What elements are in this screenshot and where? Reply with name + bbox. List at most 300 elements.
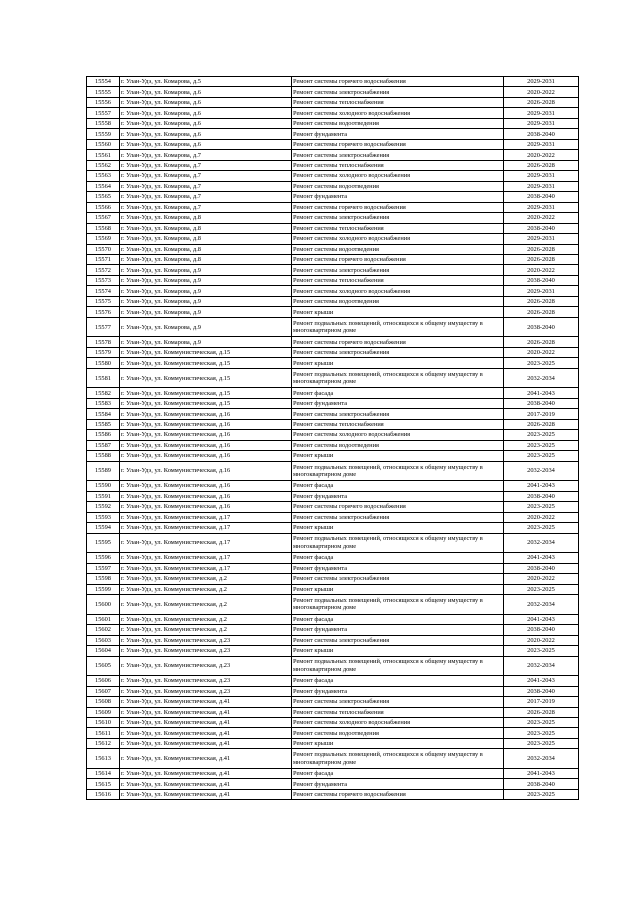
cell-record-id: 15557 xyxy=(87,108,120,118)
cell-work-type: Ремонт системы теплоснабжения xyxy=(292,419,504,429)
cell-period: 2041-2043 xyxy=(504,614,579,624)
cell-record-id: 15613 xyxy=(87,749,120,769)
cell-record-id: 15567 xyxy=(87,213,120,223)
cell-address: г. Улан-Удэ, ул. Комарова, д.5 xyxy=(120,77,292,87)
cell-address: г. Улан-Удэ, ул. Комарова, д.9 xyxy=(120,307,292,317)
table-row xyxy=(87,150,579,160)
cell-address: г. Улан-Удэ, ул. Коммунистическая, д.23 xyxy=(120,635,292,645)
cell-period: 2023-2025 xyxy=(504,502,579,512)
table-row xyxy=(87,656,579,676)
cell-period: 2017-2019 xyxy=(504,409,579,419)
cell-record-id: 15593 xyxy=(87,512,120,522)
cell-work-type: Ремонт подвальных помещений, относящихся к общему имуществу в многоквартирном доме xyxy=(292,749,504,769)
table-row xyxy=(87,409,579,419)
cell-address: г. Улан-Удэ, ул. Комарова, д.6 xyxy=(120,118,292,128)
cell-work-type: Ремонт фасада xyxy=(292,676,504,686)
cell-address: г. Улан-Удэ, ул. Коммунистическая, д.16 xyxy=(120,451,292,461)
cell-address: г. Улан-Удэ, ул. Коммунистическая, д.15 xyxy=(120,398,292,408)
table-body xyxy=(87,77,579,800)
cell-address: г. Улан-Удэ, ул. Коммунистическая, д.17 xyxy=(120,512,292,522)
cell-address: г. Улан-Удэ, ул. Комарова, д.6 xyxy=(120,108,292,118)
cell-period: 2023-2025 xyxy=(504,789,579,799)
cell-record-id: 15606 xyxy=(87,676,120,686)
cell-record-id: 15588 xyxy=(87,451,120,461)
table-row xyxy=(87,718,579,728)
cell-work-type: Ремонт фасада xyxy=(292,388,504,398)
cell-record-id: 15595 xyxy=(87,533,120,553)
table-row xyxy=(87,139,579,149)
cell-period: 2023-2025 xyxy=(504,718,579,728)
cell-work-type: Ремонт крыши xyxy=(292,358,504,368)
table-row xyxy=(87,676,579,686)
cell-address: г. Улан-Удэ, ул. Коммунистическая, д.16 xyxy=(120,419,292,429)
table-row xyxy=(87,461,579,481)
cell-work-type: Ремонт фундамента xyxy=(292,129,504,139)
table-row xyxy=(87,398,579,408)
cell-work-type: Ремонт системы водоотведения xyxy=(292,296,504,306)
cell-record-id: 15577 xyxy=(87,317,120,337)
cell-work-type: Ремонт крыши xyxy=(292,646,504,656)
cell-address: г. Улан-Удэ, ул. Коммунистическая, д.41 xyxy=(120,749,292,769)
table-row xyxy=(87,192,579,202)
cell-record-id: 15614 xyxy=(87,769,120,779)
cell-period: 2020-2022 xyxy=(504,574,579,584)
cell-address: г. Улан-Удэ, ул. Комарова, д.9 xyxy=(120,317,292,337)
cell-work-type: Ремонт подвальных помещений, относящихся к общему имуществу в многоквартирном доме xyxy=(292,368,504,388)
table-row xyxy=(87,307,579,317)
table-row xyxy=(87,512,579,522)
cell-period: 2023-2025 xyxy=(504,584,579,594)
table-row xyxy=(87,451,579,461)
cell-period: 2023-2025 xyxy=(504,738,579,748)
table-row xyxy=(87,358,579,368)
cell-period: 2026-2028 xyxy=(504,337,579,347)
cell-period: 2023-2025 xyxy=(504,728,579,738)
table-row xyxy=(87,738,579,748)
cell-address: г. Улан-Удэ, ул. Коммунистическая, д.16 xyxy=(120,491,292,501)
cell-work-type: Ремонт системы теплоснабжения xyxy=(292,223,504,233)
cell-work-type: Ремонт фундамента xyxy=(292,686,504,696)
cell-work-type: Ремонт подвальных помещений, относящихся к общему имуществу в многоквартирном доме xyxy=(292,533,504,553)
cell-work-type: Ремонт крыши xyxy=(292,451,504,461)
cell-period: 2023-2025 xyxy=(504,451,579,461)
cell-record-id: 15591 xyxy=(87,491,120,501)
cell-record-id: 15604 xyxy=(87,646,120,656)
cell-address: г. Улан-Удэ, ул. Коммунистическая, д.2 xyxy=(120,625,292,635)
table-row xyxy=(87,749,579,769)
cell-work-type: Ремонт фасада xyxy=(292,481,504,491)
cell-period: 2032-2034 xyxy=(504,595,579,615)
cell-work-type: Ремонт системы водоотведения xyxy=(292,244,504,254)
cell-period: 2032-2034 xyxy=(504,749,579,769)
cell-period: 2032-2034 xyxy=(504,461,579,481)
cell-record-id: 15561 xyxy=(87,150,120,160)
cell-work-type: Ремонт системы горячего водоснабжения xyxy=(292,337,504,347)
cell-work-type: Ремонт системы электроснабжения xyxy=(292,347,504,357)
cell-period: 2032-2034 xyxy=(504,656,579,676)
cell-address: г. Улан-Удэ, ул. Комарова, д.9 xyxy=(120,296,292,306)
cell-record-id: 15573 xyxy=(87,275,120,285)
cell-address: г. Улан-Удэ, ул. Комарова, д.6 xyxy=(120,139,292,149)
table-row xyxy=(87,275,579,285)
cell-work-type: Ремонт системы водоотведения xyxy=(292,728,504,738)
cell-work-type: Ремонт крыши xyxy=(292,523,504,533)
cell-record-id: 15580 xyxy=(87,358,120,368)
cell-address: г. Улан-Удэ, ул. Коммунистическая, д.17 xyxy=(120,563,292,573)
cell-period: 2026-2028 xyxy=(504,254,579,264)
table-row xyxy=(87,234,579,244)
cell-period: 2041-2043 xyxy=(504,553,579,563)
cell-record-id: 15572 xyxy=(87,265,120,275)
cell-record-id: 15598 xyxy=(87,574,120,584)
table-row xyxy=(87,789,579,799)
table-row xyxy=(87,481,579,491)
cell-work-type: Ремонт фасада xyxy=(292,614,504,624)
table-row xyxy=(87,77,579,87)
cell-period: 2020-2022 xyxy=(504,635,579,645)
cell-work-type: Ремонт подвальных помещений, относящихся к общему имуществу в многоквартирном доме xyxy=(292,317,504,337)
cell-period: 2023-2025 xyxy=(504,523,579,533)
cell-work-type: Ремонт системы электроснабжения xyxy=(292,512,504,522)
cell-record-id: 15612 xyxy=(87,738,120,748)
cell-work-type: Ремонт системы горячего водоснабжения xyxy=(292,139,504,149)
cell-work-type: Ремонт системы водоотведения xyxy=(292,440,504,450)
table-row xyxy=(87,523,579,533)
cell-record-id: 15590 xyxy=(87,481,120,491)
cell-period: 2038-2040 xyxy=(504,779,579,789)
cell-work-type: Ремонт фундамента xyxy=(292,491,504,501)
cell-work-type: Ремонт системы водоотведения xyxy=(292,181,504,191)
cell-record-id: 15555 xyxy=(87,87,120,97)
cell-address: г. Улан-Удэ, ул. Комарова, д.7 xyxy=(120,202,292,212)
table-row xyxy=(87,625,579,635)
table-row xyxy=(87,697,579,707)
cell-work-type: Ремонт системы теплоснабжения xyxy=(292,707,504,717)
cell-record-id: 15609 xyxy=(87,707,120,717)
cell-work-type: Ремонт системы холодного водоснабжения xyxy=(292,286,504,296)
cell-period: 2038-2040 xyxy=(504,317,579,337)
cell-period: 2023-2025 xyxy=(504,358,579,368)
table-row xyxy=(87,202,579,212)
cell-address: г. Улан-Удэ, ул. Коммунистическая, д.16 xyxy=(120,502,292,512)
cell-work-type: Ремонт крыши xyxy=(292,738,504,748)
cell-address: г. Улан-Удэ, ул. Комарова, д.8 xyxy=(120,244,292,254)
cell-address: г. Улан-Удэ, ул. Комарова, д.6 xyxy=(120,87,292,97)
cell-work-type: Ремонт системы электроснабжения xyxy=(292,150,504,160)
cell-record-id: 15589 xyxy=(87,461,120,481)
table-row xyxy=(87,171,579,181)
cell-record-id: 15558 xyxy=(87,118,120,128)
cell-address: г. Улан-Удэ, ул. Коммунистическая, д.2 xyxy=(120,584,292,594)
cell-period: 2032-2034 xyxy=(504,533,579,553)
table-row xyxy=(87,728,579,738)
table-row xyxy=(87,502,579,512)
cell-record-id: 15583 xyxy=(87,398,120,408)
table-row xyxy=(87,129,579,139)
table-row xyxy=(87,244,579,254)
table-row xyxy=(87,368,579,388)
cell-address: г. Улан-Удэ, ул. Коммунистическая, д.15 xyxy=(120,347,292,357)
cell-work-type: Ремонт системы теплоснабжения xyxy=(292,97,504,107)
cell-work-type: Ремонт фундамента xyxy=(292,625,504,635)
cell-address: г. Улан-Удэ, ул. Коммунистическая, д.41 xyxy=(120,697,292,707)
cell-period: 2029-2031 xyxy=(504,77,579,87)
cell-record-id: 15597 xyxy=(87,563,120,573)
cell-address: г. Улан-Удэ, ул. Комарова, д.8 xyxy=(120,254,292,264)
cell-record-id: 15560 xyxy=(87,139,120,149)
cell-period: 2038-2040 xyxy=(504,491,579,501)
cell-address: г. Улан-Удэ, ул. Комарова, д.7 xyxy=(120,171,292,181)
table-row xyxy=(87,337,579,347)
cell-address: г. Улан-Удэ, ул. Комарова, д.7 xyxy=(120,160,292,170)
cell-work-type: Ремонт системы водоотведения xyxy=(292,118,504,128)
cell-work-type: Ремонт фундамента xyxy=(292,779,504,789)
table-row xyxy=(87,595,579,615)
cell-work-type: Ремонт системы горячего водоснабжения xyxy=(292,77,504,87)
cell-address: г. Улан-Удэ, ул. Коммунистическая, д.15 xyxy=(120,388,292,398)
cell-record-id: 15569 xyxy=(87,234,120,244)
table-row xyxy=(87,686,579,696)
cell-address: г. Улан-Удэ, ул. Комарова, д.9 xyxy=(120,275,292,285)
cell-address: г. Улан-Удэ, ул. Коммунистическая, д.2 xyxy=(120,574,292,584)
cell-address: г. Улан-Удэ, ул. Комарова, д.7 xyxy=(120,150,292,160)
cell-address: г. Улан-Удэ, ул. Коммунистическая, д.15 xyxy=(120,358,292,368)
cell-work-type: Ремонт системы горячего водоснабжения xyxy=(292,202,504,212)
cell-address: г. Улан-Удэ, ул. Коммунистическая, д.2 xyxy=(120,614,292,624)
cell-work-type: Ремонт фундамента xyxy=(292,563,504,573)
cell-address: г. Улан-Удэ, ул. Коммунистическая, д.17 xyxy=(120,553,292,563)
cell-record-id: 15582 xyxy=(87,388,120,398)
cell-record-id: 15587 xyxy=(87,440,120,450)
cell-period: 2041-2043 xyxy=(504,676,579,686)
cell-period: 2029-2031 xyxy=(504,118,579,128)
cell-work-type: Ремонт системы электроснабжения xyxy=(292,635,504,645)
cell-address: г. Улан-Удэ, ул. Коммунистическая, д.41 xyxy=(120,779,292,789)
cell-record-id: 15600 xyxy=(87,595,120,615)
cell-address: г. Улан-Удэ, ул. Коммунистическая, д.16 xyxy=(120,481,292,491)
table-row xyxy=(87,118,579,128)
cell-period: 2026-2028 xyxy=(504,97,579,107)
cell-period: 2026-2028 xyxy=(504,160,579,170)
cell-address: г. Улан-Удэ, ул. Комарова, д.8 xyxy=(120,223,292,233)
table-row xyxy=(87,317,579,337)
table-row xyxy=(87,430,579,440)
cell-work-type: Ремонт системы горячего водоснабжения xyxy=(292,789,504,799)
table-row xyxy=(87,265,579,275)
cell-period: 2032-2034 xyxy=(504,368,579,388)
cell-record-id: 15603 xyxy=(87,635,120,645)
table-row xyxy=(87,553,579,563)
cell-record-id: 15562 xyxy=(87,160,120,170)
cell-record-id: 15607 xyxy=(87,686,120,696)
cell-period: 2026-2028 xyxy=(504,307,579,317)
repair-schedule-page xyxy=(86,76,570,800)
cell-address: г. Улан-Удэ, ул. Комарова, д.9 xyxy=(120,265,292,275)
cell-address: г. Улан-Удэ, ул. Комарова, д.7 xyxy=(120,192,292,202)
cell-record-id: 15586 xyxy=(87,430,120,440)
cell-period: 2020-2022 xyxy=(504,150,579,160)
cell-work-type: Ремонт системы холодного водоснабжения xyxy=(292,718,504,728)
cell-period: 2038-2040 xyxy=(504,275,579,285)
cell-work-type: Ремонт подвальных помещений, относящихся к общему имуществу в многоквартирном доме xyxy=(292,461,504,481)
cell-period: 2038-2040 xyxy=(504,398,579,408)
table-row xyxy=(87,286,579,296)
cell-record-id: 15576 xyxy=(87,307,120,317)
cell-work-type: Ремонт системы электроснабжения xyxy=(292,87,504,97)
cell-period: 2038-2040 xyxy=(504,223,579,233)
cell-period: 2026-2028 xyxy=(504,419,579,429)
cell-period: 2041-2043 xyxy=(504,388,579,398)
cell-address: г. Улан-Удэ, ул. Комарова, д.8 xyxy=(120,234,292,244)
cell-record-id: 15566 xyxy=(87,202,120,212)
cell-period: 2026-2028 xyxy=(504,296,579,306)
cell-address: г. Улан-Удэ, ул. Коммунистическая, д.16 xyxy=(120,461,292,481)
table-row xyxy=(87,296,579,306)
cell-work-type: Ремонт системы горячего водоснабжения xyxy=(292,254,504,264)
cell-address: г. Улан-Удэ, ул. Коммунистическая, д.41 xyxy=(120,718,292,728)
cell-work-type: Ремонт фасада xyxy=(292,769,504,779)
cell-period: 2029-2031 xyxy=(504,234,579,244)
table-row xyxy=(87,388,579,398)
cell-address: г. Улан-Удэ, ул. Коммунистическая, д.23 xyxy=(120,686,292,696)
cell-address: г. Улан-Удэ, ул. Коммунистическая, д.41 xyxy=(120,789,292,799)
cell-record-id: 15584 xyxy=(87,409,120,419)
cell-record-id: 15578 xyxy=(87,337,120,347)
cell-address: г. Улан-Удэ, ул. Коммунистическая, д.41 xyxy=(120,707,292,717)
cell-work-type: Ремонт системы теплоснабжения xyxy=(292,275,504,285)
cell-work-type: Ремонт подвальных помещений, относящихся к общему имуществу в многоквартирном доме xyxy=(292,595,504,615)
cell-address: г. Улан-Удэ, ул. Коммунистическая, д.15 xyxy=(120,368,292,388)
cell-work-type: Ремонт системы электроснабжения xyxy=(292,213,504,223)
cell-address: г. Улан-Удэ, ул. Коммунистическая, д.23 xyxy=(120,676,292,686)
cell-work-type: Ремонт фундамента xyxy=(292,398,504,408)
cell-address: г. Улан-Удэ, ул. Коммунистическая, д.2 xyxy=(120,595,292,615)
table-row xyxy=(87,213,579,223)
cell-work-type: Ремонт системы холодного водоснабжения xyxy=(292,234,504,244)
cell-period: 2038-2040 xyxy=(504,563,579,573)
cell-work-type: Ремонт крыши xyxy=(292,307,504,317)
table-row xyxy=(87,533,579,553)
cell-record-id: 15596 xyxy=(87,553,120,563)
cell-address: г. Улан-Удэ, ул. Комарова, д.6 xyxy=(120,129,292,139)
cell-period: 2020-2022 xyxy=(504,213,579,223)
cell-address: г. Улан-Удэ, ул. Коммунистическая, д.17 xyxy=(120,533,292,553)
cell-work-type: Ремонт фундамента xyxy=(292,192,504,202)
table-row xyxy=(87,97,579,107)
table-row xyxy=(87,108,579,118)
cell-record-id: 15575 xyxy=(87,296,120,306)
cell-work-type: Ремонт системы электроснабжения xyxy=(292,409,504,419)
table-row xyxy=(87,584,579,594)
table-row xyxy=(87,614,579,624)
cell-work-type: Ремонт системы холодного водоснабжения xyxy=(292,171,504,181)
cell-address: г. Улан-Удэ, ул. Комарова, д.9 xyxy=(120,337,292,347)
cell-record-id: 15592 xyxy=(87,502,120,512)
table-row xyxy=(87,635,579,645)
cell-address: г. Улан-Удэ, ул. Коммунистическая, д.41 xyxy=(120,769,292,779)
cell-record-id: 15601 xyxy=(87,614,120,624)
cell-work-type: Ремонт системы электроснабжения xyxy=(292,697,504,707)
cell-period: 2041-2043 xyxy=(504,769,579,779)
cell-address: г. Улан-Удэ, ул. Коммунистическая, д.41 xyxy=(120,738,292,748)
table-row xyxy=(87,707,579,717)
table-row xyxy=(87,574,579,584)
cell-period: 2038-2040 xyxy=(504,686,579,696)
cell-work-type: Ремонт системы электроснабжения xyxy=(292,574,504,584)
cell-address: г. Улан-Удэ, ул. Коммунистическая, д.16 xyxy=(120,409,292,419)
cell-address: г. Улан-Удэ, ул. Коммунистическая, д.16 xyxy=(120,430,292,440)
cell-period: 2026-2028 xyxy=(504,707,579,717)
cell-period: 2029-2031 xyxy=(504,286,579,296)
cell-period: 2029-2031 xyxy=(504,139,579,149)
cell-period: 2017-2019 xyxy=(504,697,579,707)
cell-record-id: 15581 xyxy=(87,368,120,388)
cell-address: г. Улан-Удэ, ул. Коммунистическая, д.41 xyxy=(120,728,292,738)
cell-address: г. Улан-Удэ, ул. Коммунистическая, д.17 xyxy=(120,523,292,533)
cell-period: 2029-2031 xyxy=(504,171,579,181)
cell-period: 2020-2022 xyxy=(504,347,579,357)
repair-schedule-table xyxy=(86,76,579,800)
cell-period: 2038-2040 xyxy=(504,192,579,202)
cell-record-id: 15605 xyxy=(87,656,120,676)
table-row xyxy=(87,223,579,233)
table-row xyxy=(87,779,579,789)
table-row xyxy=(87,563,579,573)
cell-address: г. Улан-Удэ, ул. Коммунистическая, д.23 xyxy=(120,646,292,656)
cell-record-id: 15556 xyxy=(87,97,120,107)
cell-period: 2020-2022 xyxy=(504,265,579,275)
cell-period: 2029-2031 xyxy=(504,202,579,212)
cell-address: г. Улан-Удэ, ул. Комарова, д.8 xyxy=(120,213,292,223)
cell-period: 2020-2022 xyxy=(504,87,579,97)
cell-work-type: Ремонт системы холодного водоснабжения xyxy=(292,430,504,440)
cell-record-id: 15602 xyxy=(87,625,120,635)
table-row xyxy=(87,440,579,450)
cell-work-type: Ремонт подвальных помещений, относящихся к общему имуществу в многоквартирном доме xyxy=(292,656,504,676)
cell-record-id: 15559 xyxy=(87,129,120,139)
cell-record-id: 15616 xyxy=(87,789,120,799)
cell-record-id: 15579 xyxy=(87,347,120,357)
cell-address: г. Улан-Удэ, ул. Комарова, д.6 xyxy=(120,97,292,107)
cell-record-id: 15594 xyxy=(87,523,120,533)
cell-address: г. Улан-Удэ, ул. Комарова, д.7 xyxy=(120,181,292,191)
table-row xyxy=(87,254,579,264)
cell-work-type: Ремонт системы электроснабжения xyxy=(292,265,504,275)
cell-record-id: 15570 xyxy=(87,244,120,254)
cell-record-id: 15608 xyxy=(87,697,120,707)
cell-period: 2041-2043 xyxy=(504,481,579,491)
cell-address: г. Улан-Удэ, ул. Коммунистическая, д.23 xyxy=(120,656,292,676)
cell-period: 2020-2022 xyxy=(504,512,579,522)
table-row xyxy=(87,491,579,501)
cell-record-id: 15611 xyxy=(87,728,120,738)
cell-work-type: Ремонт системы холодного водоснабжения xyxy=(292,108,504,118)
cell-record-id: 15585 xyxy=(87,419,120,429)
cell-record-id: 15615 xyxy=(87,779,120,789)
cell-period: 2023-2025 xyxy=(504,430,579,440)
cell-record-id: 15554 xyxy=(87,77,120,87)
table-row xyxy=(87,181,579,191)
cell-address: г. Улан-Удэ, ул. Комарова, д.9 xyxy=(120,286,292,296)
cell-record-id: 15610 xyxy=(87,718,120,728)
table-row xyxy=(87,160,579,170)
cell-period: 2029-2031 xyxy=(504,181,579,191)
cell-period: 2023-2025 xyxy=(504,646,579,656)
cell-record-id: 15574 xyxy=(87,286,120,296)
cell-record-id: 15599 xyxy=(87,584,120,594)
cell-work-type: Ремонт крыши xyxy=(292,584,504,594)
table-row xyxy=(87,87,579,97)
